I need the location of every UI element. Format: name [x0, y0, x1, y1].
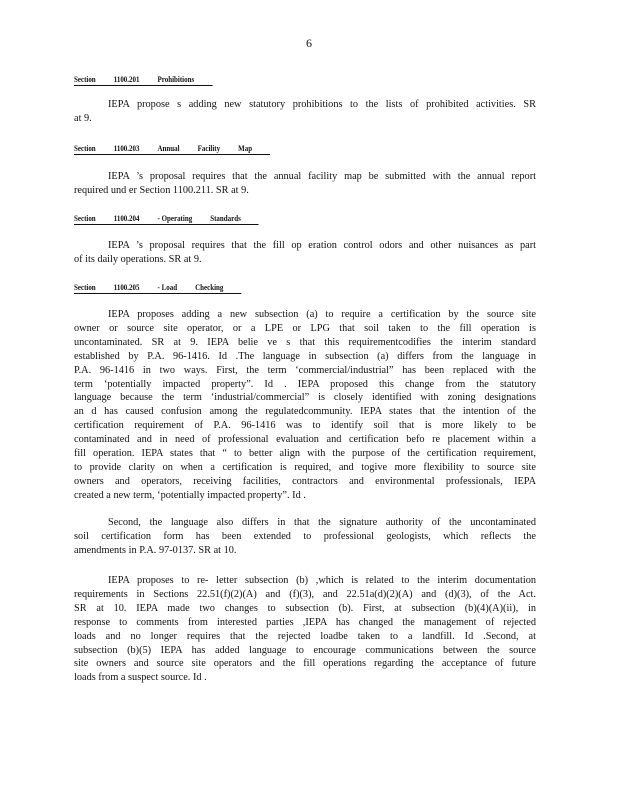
text-line: at 9.	[74, 112, 92, 124]
section-heading-part: 1100.205	[113, 282, 140, 292]
section-heading	[74, 282, 241, 294]
section-heading-part: 1100.201	[113, 74, 140, 84]
section-heading-part: Section	[74, 282, 96, 292]
body-paragraph	[74, 170, 536, 198]
text-line: SR at 10. IEPA made two changes to subsection (b). First, at subsection (b)(4)(A)(ii), in	[74, 602, 536, 614]
section-heading-part: Prohibitions	[157, 74, 195, 84]
text-line: required und er Section 1100.211. SR at 9.	[74, 184, 249, 196]
section-heading-part: Checking	[195, 282, 224, 292]
section-heading-part: - Load	[157, 282, 178, 292]
text-line: IEPA proposes to re- letter subsection (b) ,which is related to the interim documentation	[108, 575, 536, 586]
text-line: owners and operators, receiving facilities, contractors and environmental professionals, IEPA	[74, 475, 536, 487]
text-line: Second, the language also differs in that the signature authority of the uncontaminated	[108, 517, 536, 528]
text-line: IEPA propose s adding new statutory prohibitions to the lists of prohibited activities. SR	[108, 99, 536, 110]
body-paragraph	[74, 308, 536, 503]
text-line: uncontaminated. SR at 9. IEPA belie ve s that this requirementcodifies the interim standard	[74, 336, 536, 348]
text-line: established by P.A. 96-1416. Id .The language in subsection (a) differs from the language in	[74, 350, 536, 362]
section-heading-part: Map	[238, 143, 253, 153]
body-paragraph	[74, 516, 536, 558]
page-number: 6	[306, 36, 312, 50]
section-heading-part: Annual	[157, 143, 180, 153]
text-line: IEPA proposes adding a new subsection (a) to require a certification by the source site	[108, 309, 536, 320]
text-line: to provide clarity on when a certification is required, and togive more flexibility to source site	[74, 461, 536, 473]
text-line: loads and no longer requires that the rejected loadbe taken to a landfill. Id .Second, at	[74, 630, 536, 642]
text-line: term ‘potentially impacted property”. Id . IEPA proposed this change from the statutory	[74, 378, 536, 390]
text-line: P.A. 96-1416 in two ways. First, the term ‘commercial/industrial” has been replaced with the	[74, 364, 536, 376]
text-line: requirements in Sections 22.51(f)(2)(A) and (f)(3), and 22.51a(d)(2)(A) and (d)(3), of the Act.	[74, 588, 536, 600]
section-heading-part: - Operating	[157, 213, 193, 223]
text-line: soil certification form has been extended to professional geologists, which reflects the	[74, 530, 536, 542]
body-paragraph	[74, 239, 536, 267]
section-heading-part: 1100.204	[113, 213, 140, 223]
text-line: subsection (b)(5) IEPA has added language to encourage communications between the source	[74, 644, 536, 656]
text-line: IEPA ’s proposal requires that the fill op eration control odors and other nuisances as part	[108, 240, 536, 251]
text-line: site owners and source site operators and the fill operations regarding the acceptance of future	[74, 658, 536, 670]
section-heading	[74, 143, 270, 155]
text-line: certification requirement of P.A. 96-1416 was to identify soil that is more likely to be	[74, 420, 536, 432]
section-heading	[74, 74, 212, 86]
text-line: response to comments from interested parties ,IEPA has changed the management of rejected	[74, 616, 536, 628]
section-heading-part: Section	[74, 143, 96, 153]
section-heading-part: Facility	[197, 143, 221, 153]
text-line: fill operation. IEPA states that “ to better align with the purpose of the certification requirement,	[74, 448, 536, 460]
text-line: amendments in P.A. 97-0137. SR at 10.	[74, 544, 237, 556]
text-line: IEPA ’s proposal requires that the annual facility map be submitted with the annual report	[108, 171, 536, 182]
section-heading	[74, 213, 259, 225]
text-line: created a new term, ‘potentially impacted property”. Id .	[74, 489, 306, 501]
body-paragraph	[74, 574, 536, 685]
text-line: of its daily operations. SR at 9.	[74, 253, 202, 265]
section-heading-part: Section	[74, 213, 96, 223]
section-heading-part: Section	[74, 74, 96, 84]
text-line: language because the term ‘industrial/commercial” is closely identified with zoning designations	[74, 392, 536, 404]
text-line: owner or source site operator, or a LPE or LPG that soil taken to the fill operation is	[74, 322, 536, 334]
section-heading-part: 1100.203	[113, 143, 140, 153]
body-paragraph	[74, 98, 536, 126]
text-line: loads from a suspect source. Id .	[74, 672, 207, 684]
text-line: contaminated and in need of professional evaluation and certification befo re placement within a	[74, 434, 536, 446]
text-line: an d has caused confusion among the regulatedcommunity. IEPA states that the intention of the	[74, 406, 536, 418]
section-heading-part: Standards	[210, 213, 241, 223]
